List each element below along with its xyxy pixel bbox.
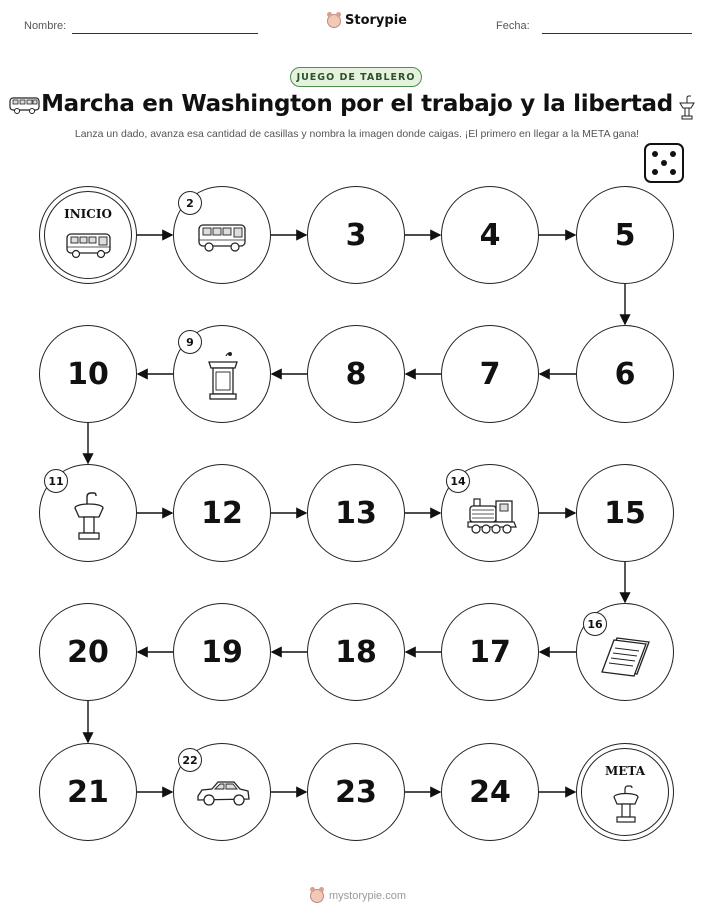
board-space-20[interactable] — [39, 603, 137, 701]
board-space-12[interactable] — [173, 464, 271, 562]
board-space-7[interactable] — [441, 325, 539, 423]
board-space-8[interactable] — [307, 325, 405, 423]
space-number-badge: 9 — [178, 330, 202, 354]
board-space-15[interactable] — [576, 464, 674, 562]
podium-icon — [206, 350, 240, 402]
space-number: 19 — [201, 634, 243, 670]
space-number: 5 — [614, 217, 636, 253]
board-space-11[interactable] — [39, 464, 137, 562]
space-number: 15 — [604, 495, 646, 531]
board-space-13[interactable] — [307, 464, 405, 562]
board-space-23[interactable] — [307, 743, 405, 841]
papers-icon — [601, 634, 653, 678]
space-number: 20 — [67, 634, 109, 670]
space-number: 12 — [201, 495, 243, 531]
brand-name: Storypie — [345, 13, 407, 28]
start-label: INICIO — [64, 207, 112, 221]
board-space-4[interactable] — [441, 186, 539, 284]
space-number: 10 — [67, 356, 109, 392]
date-label: Fecha: — [496, 20, 530, 32]
space-number-badge: 22 — [178, 748, 202, 772]
space-number: 18 — [335, 634, 377, 670]
fountain-icon — [611, 784, 641, 826]
bus-icon — [196, 220, 250, 254]
start-space[interactable] — [39, 186, 137, 284]
space-number: 7 — [479, 356, 501, 392]
board-space-2[interactable] — [173, 186, 271, 284]
train-icon — [466, 495, 518, 535]
board-space-3[interactable] — [307, 186, 405, 284]
footer-url[interactable]: mystorypie.com — [329, 890, 407, 902]
board-space-9[interactable] — [173, 325, 271, 423]
fountain-icon — [72, 491, 106, 543]
space-number: 8 — [345, 356, 367, 392]
space-number: 21 — [67, 774, 109, 810]
footer — [310, 889, 406, 903]
space-number: 6 — [614, 356, 636, 392]
board-space-24[interactable] — [441, 743, 539, 841]
game-type-badge: JUEGO DE TABLERO — [290, 67, 422, 87]
space-number-badge: 11 — [44, 469, 68, 493]
space-number-badge: 16 — [583, 612, 607, 636]
bear-icon — [310, 889, 324, 903]
board-space-19[interactable] — [173, 603, 271, 701]
space-number: 23 — [335, 774, 377, 810]
finish-label: META — [604, 764, 645, 778]
board-space-10[interactable] — [39, 325, 137, 423]
board-space-14[interactable] — [441, 464, 539, 562]
space-number-badge: 14 — [446, 469, 470, 493]
board-space-18[interactable] — [307, 603, 405, 701]
board-space-21[interactable] — [39, 743, 137, 841]
finish-space[interactable] — [576, 743, 674, 841]
board-space-6[interactable] — [576, 325, 674, 423]
board-space-16[interactable] — [576, 603, 674, 701]
board-space-17[interactable] — [441, 603, 539, 701]
space-number: 3 — [345, 217, 367, 253]
page-title: Marcha en Washington por el trabajo y la libertad — [41, 91, 673, 117]
space-number: 24 — [469, 774, 511, 810]
bus-icon — [64, 229, 114, 261]
space-number-badge: 2 — [178, 191, 202, 215]
instructions: Lanza un dado, avanza esa cantidad de casillas y nombra la imagen donde caigas. ¡El primero en llegar a la META gana! — [74, 128, 640, 140]
space-number: 4 — [479, 217, 501, 253]
name-label: Nombre: — [24, 20, 67, 32]
car-icon — [194, 778, 252, 810]
space-number: 13 — [335, 495, 377, 531]
board-space-22[interactable] — [173, 743, 271, 841]
board-space-5[interactable] — [576, 186, 674, 284]
space-number: 17 — [469, 634, 511, 670]
